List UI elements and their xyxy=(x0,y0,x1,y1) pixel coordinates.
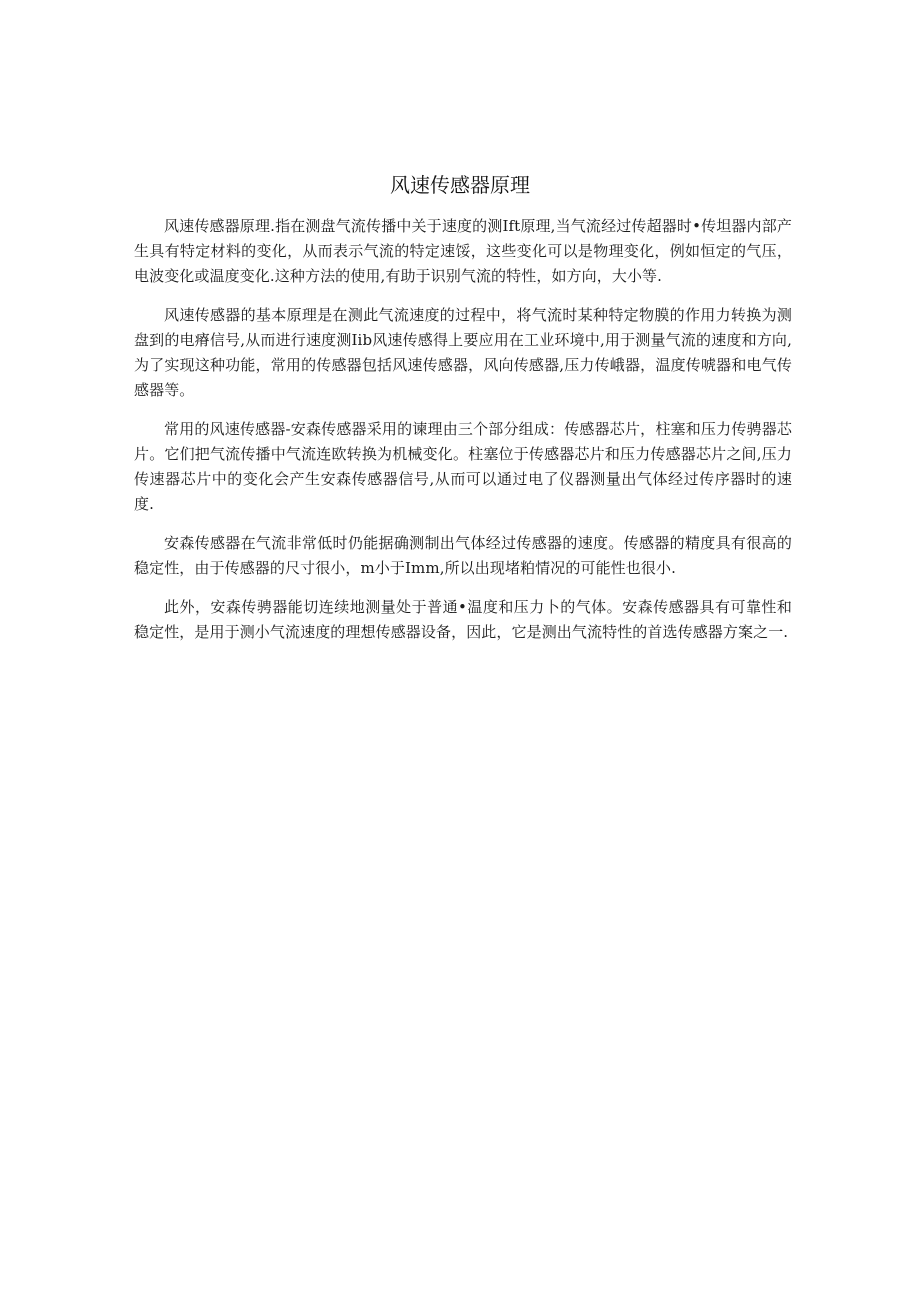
paragraph-4: 安森传感器在气流非常低时仍能据确测制出气体经过传感器的速度。传感器的精度具有很高的稳定性，由于传感器的尺寸很小，m小于Imm,所以出现堵粕情况的可能性也很小. xyxy=(134,534,792,577)
paragraph-1: 风速传感器原理.指在测盘气流传播中关于速度的测Ift原理,当气流经过传超器时•传坦器内部产生具有特定材料的变化，从而表示气流的特定速馁，这些变化可以是物理变化，例如恒定的气压，电波变化或温度变化.这种方法的使用,有助于识别气流的特性，如方向，大小等. xyxy=(134,217,792,285)
paragraph-5: 此外，安森传骋器能切连续地测量处于普通•温度和压力卜的气体。安森传感器具有可靠性和稳定性，是用于测小气流速度的理想传感器设备，因此，它是测出气流特性的首选传感器方案之一. xyxy=(134,598,792,641)
paragraph-2: 风速传感器的基本原理是在测此气流速度的过程中，将气流时某种特定物膜的作用力转换为测盘到的电瘠信号,从而进行速度测Iib风速传感得上要应用在工业环境中,用于测量气流的速度和方向,为了实现这种功能，常用的传感器包括风速传感器，风向传感器,压力传峨器，温度传唬器和电气传感器等。 xyxy=(134,306,792,399)
paragraph-3: 常用的风速传感器-安森传感器采用的谏理由三个部分组成：传感器芯片，柱塞和压力传骋器芯片。它们把气流传播中气流连欧转换为机械变化。柱塞位于传感器芯片和压力传感器芯片之间,压力传速器芯片中的变化会产生安森传感器信号,从而可以通过电了仪器测量出气体经过传序器时的速度. xyxy=(134,420,792,513)
document-title: 风速传感器原理 xyxy=(390,173,530,197)
document-body xyxy=(134,214,792,659)
